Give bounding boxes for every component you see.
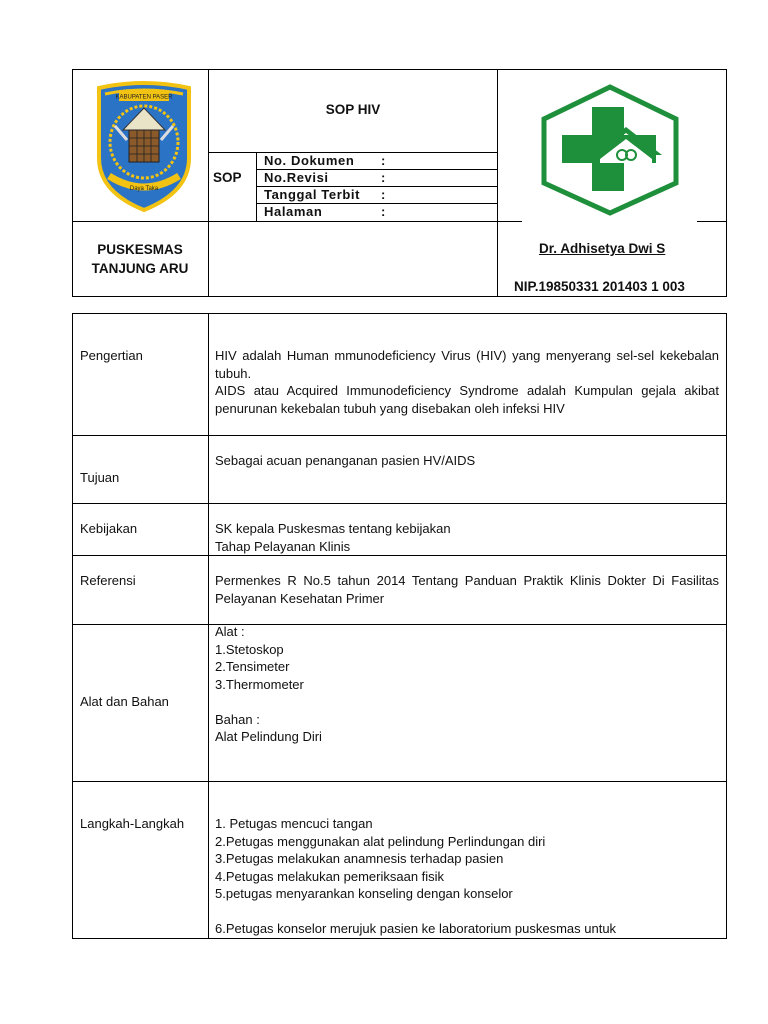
puskesmas-logo (538, 83, 682, 217)
field-halaman-sep: : (381, 204, 386, 219)
langkah-step-4: 4.Petugas melakukan pemeriksaan fisik (215, 868, 445, 884)
tujuan-content: Sebagai acuan penanganan pasien HV/AIDS (215, 453, 476, 468)
langkah-step-3: 3.Petugas melakukan anamnesis terhadap pasien (215, 851, 504, 866)
field-halaman-label: Halaman (264, 204, 323, 219)
kebijakan-content (215, 520, 719, 555)
langkah-step-6: 6.Petugas konselor merujuk pasien ke laboratorium puskesmas untuk (215, 921, 617, 936)
langkah-step-5: 5.petugas menyarankan konseling dengan konselor (215, 886, 513, 901)
kebijakan-line-1: SK kepala Puskesmas tentang kebijakan (215, 521, 451, 536)
alat-heading: Alat : (215, 624, 245, 639)
sop-label: SOP (213, 170, 242, 185)
field-no-dokumen-sep: : (381, 153, 386, 168)
institution-name (72, 240, 208, 278)
field-no-dokumen-label: No. Dokumen (264, 153, 355, 168)
alat-item-1: 1.Stetoskop (215, 641, 284, 657)
langkah-step-1: 1. Petugas mencuci tangan (215, 816, 373, 831)
kabupaten-paser-emblem (93, 80, 195, 214)
sop-title: SOP HIV (325, 102, 381, 117)
alat-bahan-content (215, 623, 719, 746)
institution-line-1: PUSKESMAS (97, 242, 183, 257)
bahan-item-1: Alat Pelindung Diri (215, 729, 322, 744)
pengertian-line-1: HIV adalah Human mmunodeficiency Virus (HIV) yang menyerang sel-sel kekebalan tubuh. (215, 348, 719, 381)
referensi-label: Referensi (80, 573, 136, 588)
field-tanggal-terbit-sep: : (381, 187, 386, 202)
alat-bahan-label: Alat dan Bahan (80, 694, 169, 709)
emblem-banner-text: KABUPATEN PASER (115, 94, 173, 101)
field-no-revisi-label: No.Revisi (264, 170, 329, 185)
pengertian-line-2: AIDS atau Acquired Immunodeficiency Syndrome adalah Kumpulan gejala akibat penurunan kekebalan tubuh yang disebakan oleh infeksi HIV (215, 383, 719, 416)
pengertian-label: Pengertian (80, 348, 143, 363)
pengertian-content (215, 347, 719, 417)
field-tanggal-terbit-label: Tanggal Terbit (264, 187, 361, 202)
alat-item-2: 2.Tensimeter (215, 659, 290, 674)
bahan-heading: Bahan : (215, 711, 260, 727)
signer-nip: NIP.19850331 201403 1 003 (514, 279, 685, 294)
signer-name: Dr. Adhisetya Dwi S (539, 241, 666, 256)
institution-line-2: TANJUNG ARU (91, 261, 189, 276)
langkah-content (215, 815, 719, 938)
tujuan-label: Tujuan (80, 470, 120, 485)
alat-item-3: 3.Thermometer (215, 676, 304, 692)
referensi-content: Permenkes R No.5 tahun 2014 Tentang Panduan Praktik Klinis Dokter Di Fasilitas Pelayanan Kesehatan Primer (215, 573, 719, 606)
langkah-step-2: 2.Petugas menggunakan alat pelindung Perlindungan diri (215, 833, 546, 849)
kebijakan-label: Kebijakan (80, 521, 138, 536)
emblem-motto-text: Daya Taka (129, 186, 159, 192)
langkah-label: Langkah-Langkah (80, 816, 185, 831)
kebijakan-line-2: Tahap Pelayanan Klinis (215, 538, 351, 554)
field-no-revisi-sep: : (381, 170, 386, 185)
